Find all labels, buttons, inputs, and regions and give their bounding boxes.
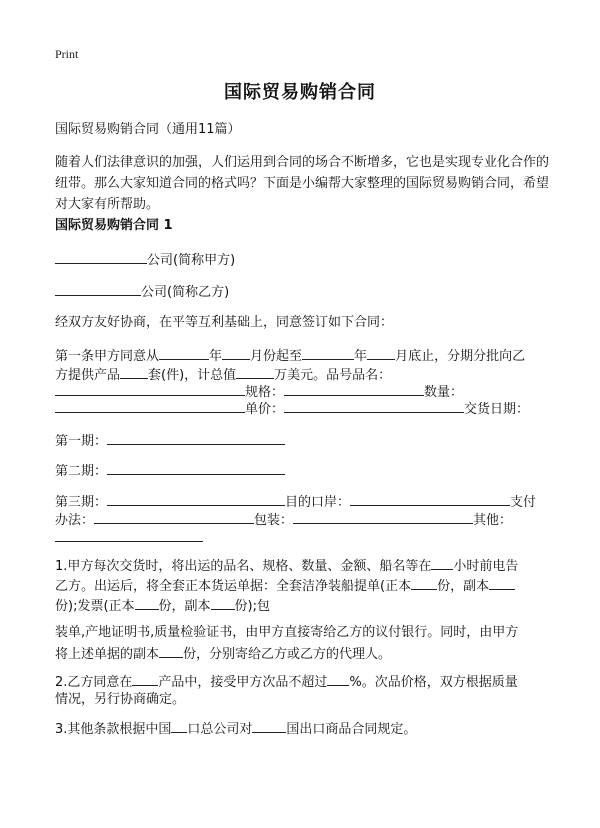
- blank-field[interactable]: [211, 595, 235, 610]
- blank-field[interactable]: [284, 398, 464, 413]
- blank-field[interactable]: [302, 345, 354, 360]
- blank-field[interactable]: [94, 509, 254, 524]
- blank-field[interactable]: [159, 345, 209, 360]
- blank-field[interactable]: [367, 345, 395, 360]
- print-link[interactable]: Print: [55, 47, 79, 61]
- clause1-line1: 1.甲方每次交货时，将出运的品名、规格、数量、金额、船名等在 小时前电告: [55, 555, 518, 577]
- blank-field[interactable]: [55, 249, 147, 264]
- period-1: 第一期：: [55, 430, 285, 452]
- blank-field[interactable]: [284, 381, 424, 396]
- section-heading: 国际贸易购销合同 1: [55, 218, 173, 233]
- blank-field[interactable]: [489, 575, 515, 590]
- blank-field[interactable]: [252, 718, 286, 733]
- blank-field[interactable]: [107, 430, 285, 445]
- article1-line2: 方提供产品 套(件)，计总值 万美元。品号品名：: [55, 364, 391, 386]
- blank-field[interactable]: [411, 575, 437, 590]
- period-2: 第二期：: [55, 460, 285, 482]
- blank-field[interactable]: [236, 364, 274, 379]
- blank-field[interactable]: [327, 671, 349, 686]
- blank-field[interactable]: [171, 718, 187, 733]
- blank-field[interactable]: [350, 491, 510, 506]
- clause2-line2: 情况，另行协商确定。: [55, 692, 186, 707]
- period-3-line2: 办法： 包装： 其他：: [55, 509, 512, 531]
- clause1-line3: 份);发票(正本 份，副本 份);包: [55, 595, 270, 617]
- blank-field[interactable]: [55, 281, 141, 296]
- blank-field[interactable]: [55, 381, 245, 396]
- period-3-line1: 第三期： 目的口岸： 支付: [55, 491, 536, 513]
- blank-field[interactable]: [55, 398, 245, 413]
- period-3-line3: [55, 527, 203, 549]
- blank-field[interactable]: [132, 671, 158, 686]
- article1-line4: 单价： 交货日期：: [55, 398, 529, 420]
- party-b-line: 公司(简称乙方): [55, 281, 229, 303]
- clause3-line: 3.其他条款根据中国 口总公司对 国出口商品合同规定。: [55, 718, 416, 740]
- doc-subtitle: 国际贸易购销合同（通用11篇）: [55, 122, 241, 137]
- blank-field[interactable]: [222, 345, 250, 360]
- blank-field[interactable]: [55, 527, 203, 542]
- agreement-line: 经双方友好协商，在平等互利基础上，同意签订如下合同：: [55, 315, 394, 330]
- page-title: 国际贸易购销合同: [224, 82, 376, 103]
- clause1b-line1: 装单,产地证明书,质量检验证书，由甲方直接寄给乙方的议付银行。同时，由甲方: [55, 625, 519, 640]
- blank-field[interactable]: [107, 491, 285, 506]
- blank-field[interactable]: [431, 555, 453, 570]
- article1-line1: 第一条甲方同意从 年 月份起至 年 月底止，分期分批向乙: [55, 345, 525, 367]
- article1-line3: 规格： 数量：: [55, 381, 463, 403]
- blank-field[interactable]: [159, 643, 183, 658]
- party-a-line: 公司(简称甲方): [55, 249, 235, 271]
- blank-field[interactable]: [107, 460, 285, 475]
- clause2-line1: 2.乙方同意在 产品中，接受甲方次品不超过 %。次品价格，双方根据质量: [55, 671, 518, 693]
- clause1b-line2: 将上述单据的副本 份，分别寄给乙方或乙方的代理人。: [55, 643, 391, 665]
- intro-paragraph: 随着人们法律意识的加强，人们运用到合同的场合不断增多，它也是实现专业化合作的纽带。那么大家知道合同的格式吗？下面是小编帮大家整理的国际贸易购销合同，希望对大家有所帮助。: [55, 155, 550, 212]
- blank-field[interactable]: [120, 364, 148, 379]
- clause1-line2: 乙方。出运后，将全套正本货运单据：全套洁净装船提单(正本 份，副本: [55, 575, 515, 597]
- blank-field[interactable]: [135, 595, 159, 610]
- blank-field[interactable]: [293, 509, 473, 524]
